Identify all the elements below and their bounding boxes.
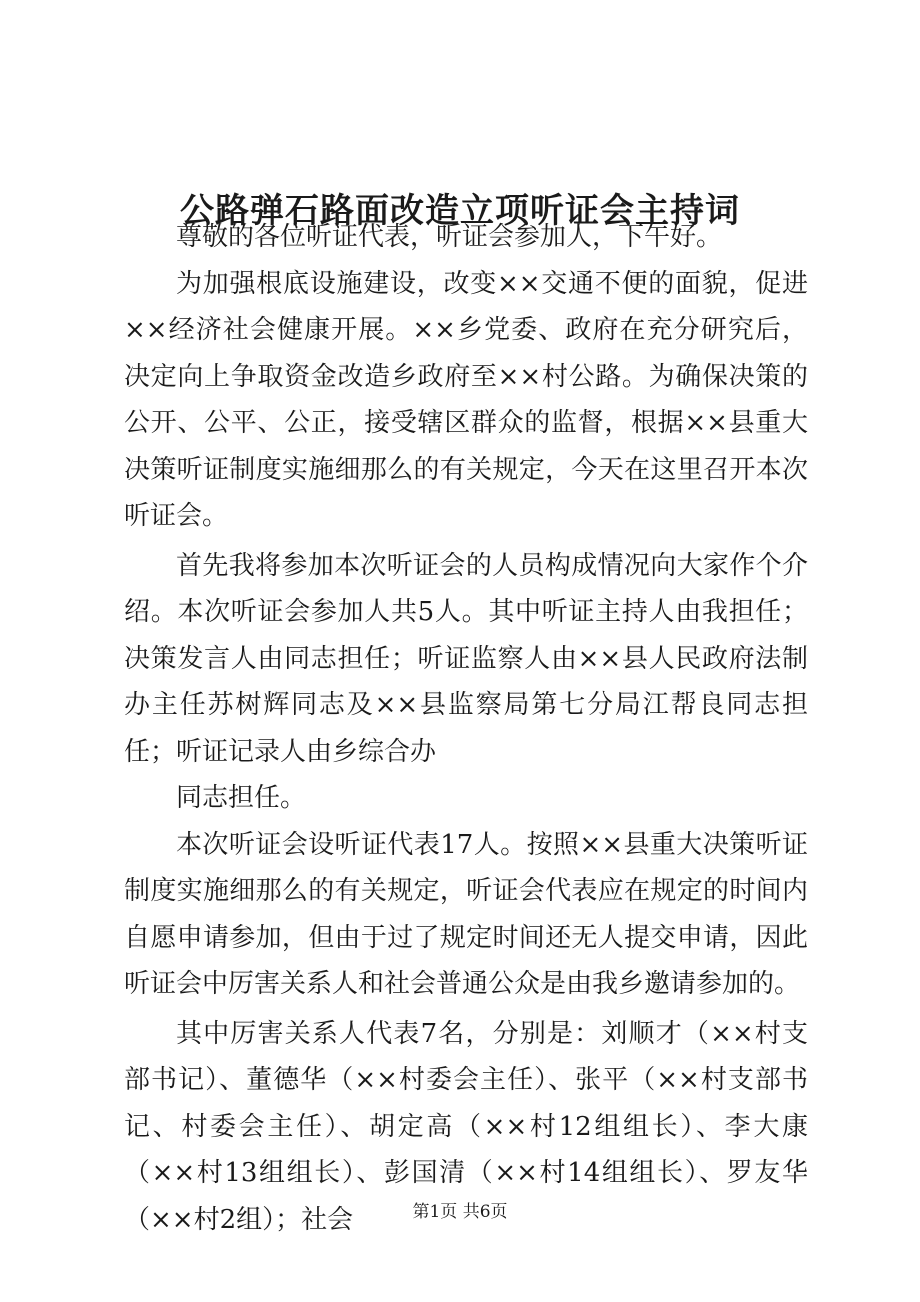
paragraph-representatives: 本次听证会设听证代表17人。按照××县重大决策听证制度实施细那么的有关规定，听证会代表应在规定的时间内自愿申请参加，但由于过了规定时间还无人提交申请，因此听证会中厉害关系人和社会普通公众是由我乡邀请参加的。 — [124, 829, 808, 999]
paragraph-purpose: 为加强根底设施建设，改变××交通不便的面貌，促进××经济社会健康开展。××乡党委、政府在充分研究后，决定向上争取资金改造乡政府至××村公路。为确保决策的公开、公平、公正，接受辖区群众的监督，根据××县重大决策听证制度实施细那么的有关规定，今天在这里召开本次听证会。 — [124, 268, 808, 531]
page-indicator: 第1页 共6页 — [412, 1202, 508, 1222]
paragraph-participants: 首先我将参加本次听证会的人员构成情况向大家作个介绍。本次听证会参加人共5人。其中听证主持人由我担任；决策发言人由同志担任；听证监察人由××县人民政府法制办主任苏树辉同志及××县监察局第七分局江帮良同志担任；听证记录人由乡综合办 — [124, 550, 808, 767]
paragraph-greeting: 尊敬的各位听证代表，听证会参加人，下午好。 — [176, 222, 723, 252]
document-body — [124, 214, 808, 1243]
paragraph-participants-continued: 同志担任。 — [176, 783, 307, 813]
document-title: 公路弹石路面改造立项听证会主持词 — [180, 190, 740, 231]
page-footer — [0, 1200, 920, 1224]
paragraph-stakeholders: 其中厉害关系人代表7名，分别是：刘顺才（××村支部书记）、董德华（××村委会主任）、张平（××村支部书记、村委会主任）、胡定高（××村12组组长）、李大康（××村13组组长）、彭国清（××村14组组长）、罗友华（××村2组）；社会 — [124, 1018, 808, 1235]
